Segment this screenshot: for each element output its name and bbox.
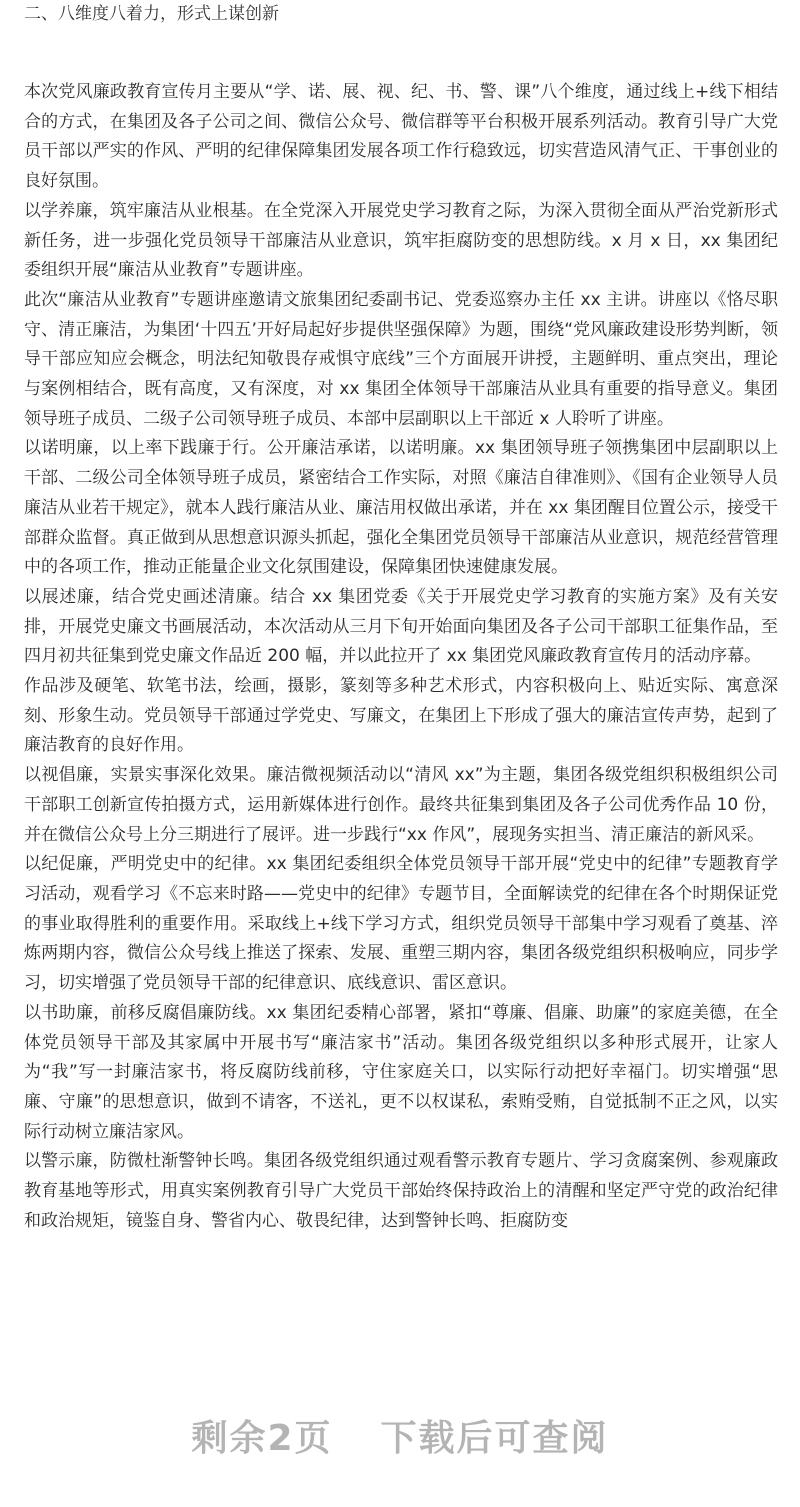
paragraph-shi: 以视倡廉，实景实事深化效果。廉洁微视频活动以“清风 xx”为主题，集团各级党组织积极组织公司干部职工创新宣传拍摄方式，运用新媒体进行创作。最终共征集到集团及各子公司优秀作品 10 份，并在微信公众号上分三期进行了展评。进一步践行“xx 作风”，展现务实担当、清正廉洁的新风采。	[24, 765, 778, 845]
paragraph-jing: 以警示廉，防微杜渐警钟长鸣。集团各级党组织通过观看警示教育专题片、学习贪腐案例、参观廉政教育基地等形式，用真实案例教育引导广大党员干部始终保持政治上的清醒和坚定严守党的政治纪律和政治规矩，镜鉴自身、警省内心、敬畏纪律，达到警钟长鸣、拒腐防变	[24, 1151, 778, 1231]
paragraph-xue: 以学养廉，筑牢廉洁从业根基。在全党深入开展党史学习教育之际，为深入贯彻全面从严治党新形式新任务，进一步强化党员领导干部廉洁从业意识，筑牢拒腐防变的思想防线。x 月 x 日，xx 集团纪委组织开展“廉洁从业教育”专题讲座。	[24, 200, 778, 281]
section-heading: 二、八维度八着力，形式上谋创新	[24, 4, 279, 24]
remaining-pages-label: 剩余2页	[191, 1417, 333, 1459]
paragraph-intro: 本次党风廉政教育宣传月主要从“学、诺、展、视、纪、书、警、课”八个维度，通过线上+线下相结合的方式，在集团及各子公司之间、微信公众号、微信群等平台积极开展系列活动。教育引导广大党员干部以严实的作风、严明的纪律保障集团发展各项工作行稳致远，切实营造风清气正、干事创业的良好氛围。	[24, 82, 778, 192]
paragraph-zhan: 以展述廉，结合党史画述清廉。结合 xx 集团党委《关于开展党史学习教育的实施方案》及有关安排，开展党史廉文书画展活动，本次活动从三月下旬开始面向集团及各子公司干部职工征集作品，至四月初共征集到党史廉文作品近 200 幅，并以此拉开了 xx 集团党风廉政教育宣传月的活动序幕。	[24, 586, 778, 667]
paragraph-works: 作品涉及硬笔、软笔书法，绘画，摄影，篆刻等多种艺术形式，内容积极向上、贴近实际、寓意深刻、形象生动。党员领导干部通过学党史、写廉文，在集团上下形成了强大的廉洁宣传声势，起到了廉洁教育的良好作用。	[24, 676, 778, 756]
paragraph-lecture: 此次“廉洁从业教育”专题讲座邀请文旅集团纪委副书记、党委巡察办主任 xx 主讲。讲座以《恪尽职守、清正廉洁，为集团‘十四五’开好局起好步提供坚强保障》为题，围绕“党风廉政建设形势判断，领导干部应知应会概念，明法纪知敬畏存戒惧守底线”三个方面展开讲授，主题鲜明、重点突出，理论与案例相结合，既有高度，又有深度，对 xx 集团全体领导干部廉洁从业具有重要的指导意义。集团领导班子成员、二级子公司领导班子成员、本部中层副职以上干部近 x 人聆听了讲座。	[24, 289, 778, 429]
paragraph-ji: 以纪促廉，严明党史中的纪律。xx 集团纪委组织全体党员领导干部开展“党史中的纪律”专题教育学习活动，观看学习《不忘来时路——党史中的纪律》专题节目，全面解读党的纪律在各个时期保证党的事业取得胜利的重要作用。采取线上+线下学习方式，组织党员领导干部集中学习观看了奠基、淬炼两期内容，微信公众号线上推送了探索、发展、重塑三期内容，集团各级党组织积极响应，同步学习，切实增强了党员领导干部的纪律意识、底线意识、雷区意识。	[24, 854, 778, 994]
download-prompt-banner[interactable]	[0, 1400, 800, 1470]
document-body	[24, 78, 778, 1236]
paragraph-shu: 以书助廉，前移反腐倡廉防线。xx 集团纪委精心部署，紧扣“尊廉、倡廉、助廉”的家庭美德，在全体党员领导干部及其家属中开展书写“廉洁家书”活动。集团各级党组织以多种形式展开，让家人为“我”写一封廉洁家书，将反腐防线前移，守住家庭关口，以实际行动把好幸福门。切实增强“思廉、守廉”的思想意识，做到不请客，不送礼，更不以权谋私，索贿受贿，自觉抵制不正之风，以实际行动树立廉洁家风。	[24, 1002, 778, 1142]
paragraph-nuo: 以诺明廉，以上率下践廉于行。公开廉洁承诺，以诺明廉。xx 集团领导班子领携集团中层副职以上干部、二级公司全体领导班子成员，紧密结合工作实际，对照《廉洁自律准则》、《国有企业领导人员廉洁从业若干规定》，就本人践行廉洁从业、廉洁用权做出承诺，并在 xx 集团醒目位置公示，接受干部群众监督。真正做到从思想意识源头抓起，强化全集团党员领导干部廉洁从业意识，规范经营管理中的各项工作，推动正能量企业文化氛围建设，保障集团快速健康发展。	[24, 438, 778, 578]
download-hint-label: 下载后可查阅	[380, 1417, 609, 1459]
